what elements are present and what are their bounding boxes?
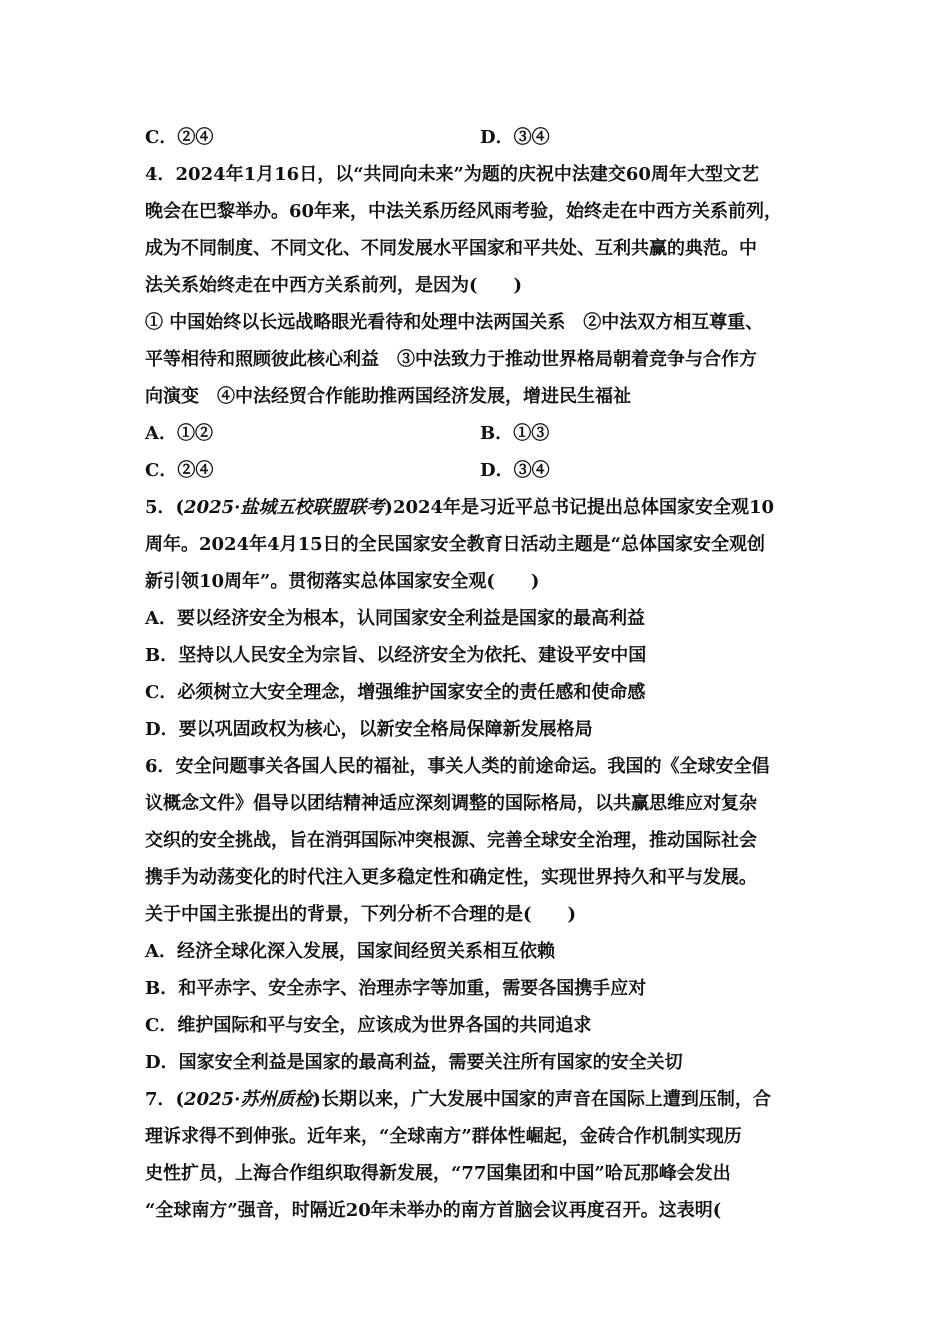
q4-statement-line: 平等相待和照顾彼此核心利益 ③中法致力于推动世界格局朝着竞争与合作方 (145, 349, 757, 370)
q7-stem-first-line (145, 1087, 825, 1113)
q7-stem-text: )长期以来，广大发展中国家的声音在国际上遭到压制，合 (312, 1089, 771, 1110)
q6-stem-line: 携手为动荡变化的时代注入更多稳定性和确定性，实现世界持久和平与发展。 (145, 867, 757, 888)
q4-stem-line: 晚会在巴黎举办。60年来，中法关系历经风雨考验，始终走在中西方关系前列， (145, 201, 783, 222)
q5-option-a: A．要以经济安全为根本，认同国家安全利益是国家的最高利益 (145, 608, 645, 629)
q7-number: 7．( (145, 1089, 185, 1110)
q6-option-c: C．维护国际和平与安全，应该成为世界各国的共同追求 (145, 1015, 592, 1036)
q5-source: 2025·盐城五校联盟联考 (184, 497, 385, 518)
q6-option-b: B．和平赤字、安全赤字、治理赤字等加重，需要各国携手应对 (145, 978, 647, 999)
q5-option-d: D．要以巩固政权为核心，以新安全格局保障新发展格局 (145, 719, 593, 740)
q5-number: 5．( (145, 497, 185, 518)
q5-option-c: C．必须树立大安全理念，增强维护国家安全的责任感和使命感 (145, 682, 646, 703)
q7-stem-line: 理诉求得不到伸张。近年来，“全球南方”群体性崛起，金砖合作机制实现历 (145, 1126, 742, 1147)
q4-option-c: C．②④ (145, 460, 214, 481)
q5-stem-text: )2024年是习近平总书记提出总体国家安全观10 (384, 497, 775, 518)
q4-option-a: A．①② (145, 423, 213, 444)
q7-stem-line: “全球南方”强音，时隔近20年未举办的南方首脑会议再度召开。这表明( (145, 1200, 722, 1221)
q6-option-d: D．国家安全利益是国家的最高利益，需要关注所有国家的安全关切 (145, 1052, 683, 1073)
q6-stem-line: 议概念文件》倡导以团结精神适应深刻调整的国际格局，以共赢思维应对复杂 (145, 793, 757, 814)
q4-stem-line: 成为不同制度、不同文化、不同发展水平国家和平共处、互利共赢的典范。中 (145, 238, 757, 259)
q4-stem-line: 法关系始终走在中西方关系前列，是因为( ) (145, 275, 523, 296)
q6-option-a: A．经济全球化深入发展，国家间经贸关系相互依赖 (145, 941, 555, 962)
q3-option-c: C．②④ (145, 127, 214, 148)
q4-statement-line: ① 中国始终以长远战略眼光看待和处理中法两国关系 ②中法双方相互尊重、 (145, 312, 764, 333)
q5-option-b: B．坚持以人民安全为宗旨、以经济安全为依托、建设平安中国 (145, 645, 647, 666)
q3-option-d: D．③④ (480, 127, 550, 148)
q6-stem-line: 6．安全问题事关各国人民的福祉，事关人类的前途命运。我国的《全球安全倡 (145, 756, 770, 777)
q4-statement-line: 向演变 ④中法经贸合作能助推两国经济发展，增进民生福祉 (145, 386, 631, 407)
q4-option-d: D．③④ (480, 460, 550, 481)
q6-stem-line: 关于中国主张提出的背景，下列分析不合理的是( ) (145, 904, 577, 925)
q5-stem-line: 周年。2024年4月15日的全民国家安全教育日活动主题是“总体国家安全观创 (145, 534, 766, 555)
q6-stem-line: 交织的安全挑战，旨在消弭国际冲突根源、完善全球安全治理，推动国际社会 (145, 830, 757, 851)
q5-stem-line: 新引领10周年”。贯彻落实总体国家安全观( ) (145, 571, 540, 592)
q4-stem-line: 4．2024年1月16日，以“共同向未来”为题的庆祝中法建交60周年大型文艺 (145, 164, 759, 185)
q4-option-b: B．①③ (480, 423, 550, 444)
q7-source: 2025·苏州质检 (184, 1089, 313, 1110)
q7-stem-line: 史性扩员，上海合作组织取得新发展，“77国集团和中国”哈瓦那峰会发出 (145, 1163, 731, 1184)
q5-stem-first-line (145, 495, 825, 521)
